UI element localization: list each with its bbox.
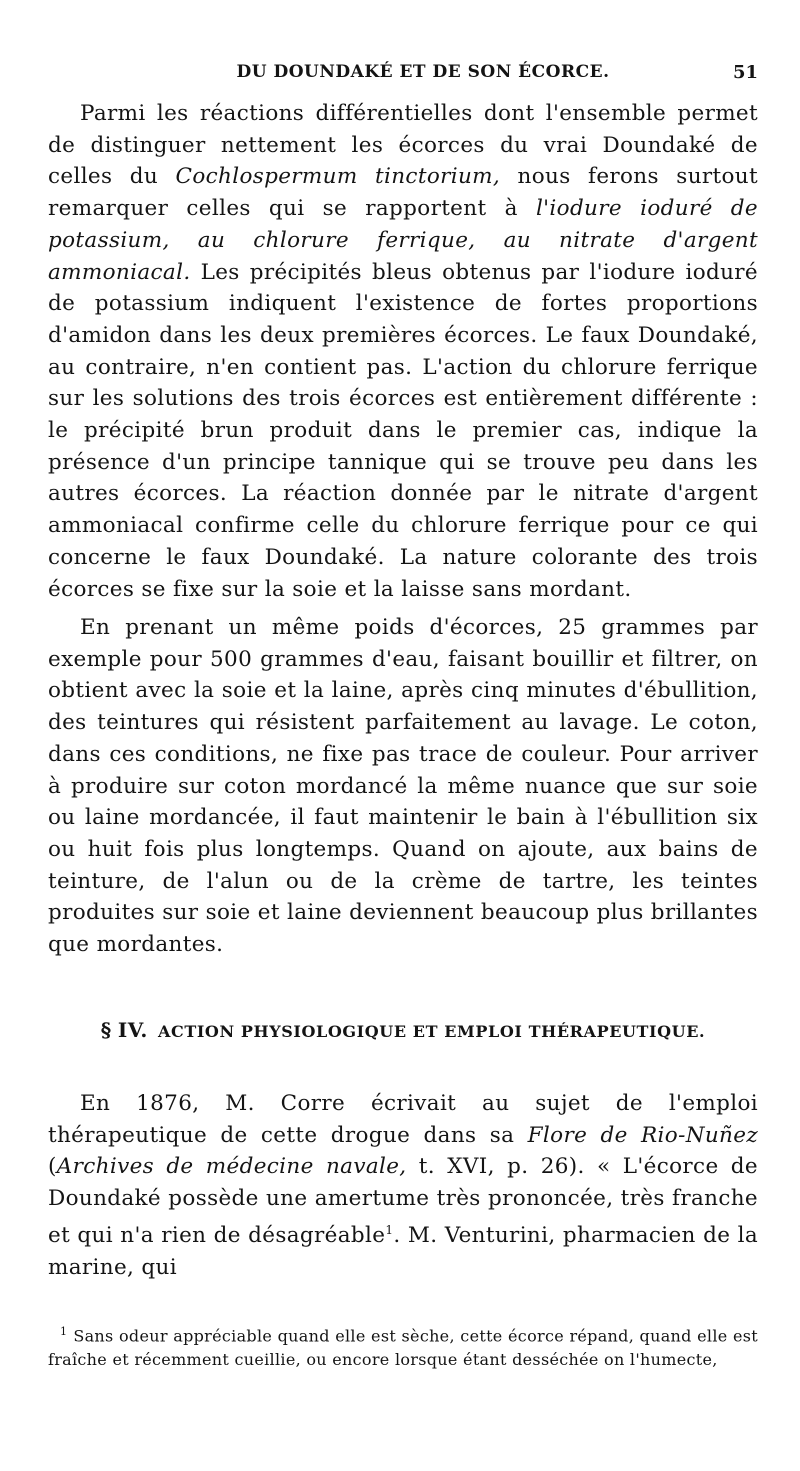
running-title: DU DOUNDAKÉ ET DE SON ÉCORCE. [236,62,610,82]
paragraph-text [48,98,758,605]
running-header [48,62,758,92]
text-run: t. XVI, p. 26). « L'écorce de Doundaké possède une amertume très prononcée, très franche et qui n'a rien de désagréable [48,1154,758,1248]
paragraph-text [48,1088,758,1283]
text-run: nous ferons surtout remarquer celles qui se rapportent à [48,164,758,222]
paragraph-dyeing [48,612,758,961]
italic-species-name: Cochlospermum tinctorium, [175,164,501,190]
page-number: 51 [732,62,758,83]
text-run: ( [48,1154,57,1180]
footnote-mark: 1 [60,1325,68,1338]
section-number: IV. [117,1018,148,1042]
italic-book-title: Flore de Rio-Nuñez [527,1122,759,1148]
paragraph-therapeutic [48,1088,758,1283]
italic-reagents: l'iodure ioduré de potassium, au chlorure ferrique, au nitrate d'argent ammoniacal. [48,196,758,285]
paragraph-reactions [48,98,758,605]
section-title: ACTION PHYSIOLOGIQUE ET EMPLOI THÉRAPEUTIQUE. [157,1022,706,1041]
italic-journal-title: Archives de médecine navale, [56,1154,407,1180]
section-mark: § [100,1018,112,1042]
text-run: Parmi les réactions différentielles dont l'ensemble permet de distinguer nettement les écorces du vrai Doundaké de celles du [48,101,758,190]
footnote-text: Sans odeur appréciable quand elle est sèche, cette écorce répand, quand elle est fraîche et récemment cueillie, ou encore lorsque étant desséchée on l'humecte, [48,1326,758,1370]
section-heading [48,1018,758,1042]
footnote [48,1320,758,1372]
text-run: Les précipités bleus obtenus par l'iodure ioduré de potassium indiquent l'existence de fortes proportions d'amidon dans les deux premières écorces. Le faux Doundaké, au contraire, n'en contient pas. L'action du chlorure ferrique sur les solutions des trois écorces est entièrement différente : le précipité brun produit dans le premier cas, indique la présence d'un principe tannique qui se trouve peu dans les autres écorces. La réaction donnée par le nitrate d'argent ammoniacal confirme celle du chlorure ferrique pour ce qui concerne le faux Doundaké. La nature colorante des trois écorces se fixe sur la soie et la laisse sans mordant. [48,259,758,602]
footnote-reference[interactable]: 1 [385,1222,394,1237]
text-run: En 1876, M. Corre écrivait au sujet de l'emploi thérapeutique de cette drogue dans sa [48,1091,758,1148]
paragraph-text: En prenant un même poids d'écorces, 25 grammes par exemple pour 500 grammes d'eau, faisant bouillir et filtrer, on obtient avec la soie et la laine, après cinq minutes d'ébullition, des teintures qui résistent parfaitement au lavage. Le coton, dans ces conditions, ne fixe pas trace de couleur. Pour arriver à produire sur coton mordancé la même nuance que sur soie ou laine mordancée, il faut maintenir le bain à l'ébullition six ou huit fois plus longtemps. Quand on ajoute, aux bains de teinture, de l'alun ou de la crème de tartre, les teintes produites sur soie et laine deviennent beaucoup plus brillantes que mordantes. [48,615,758,958]
text-run: . M. Venturini, pharmacien de la marine, qui [48,1222,758,1280]
